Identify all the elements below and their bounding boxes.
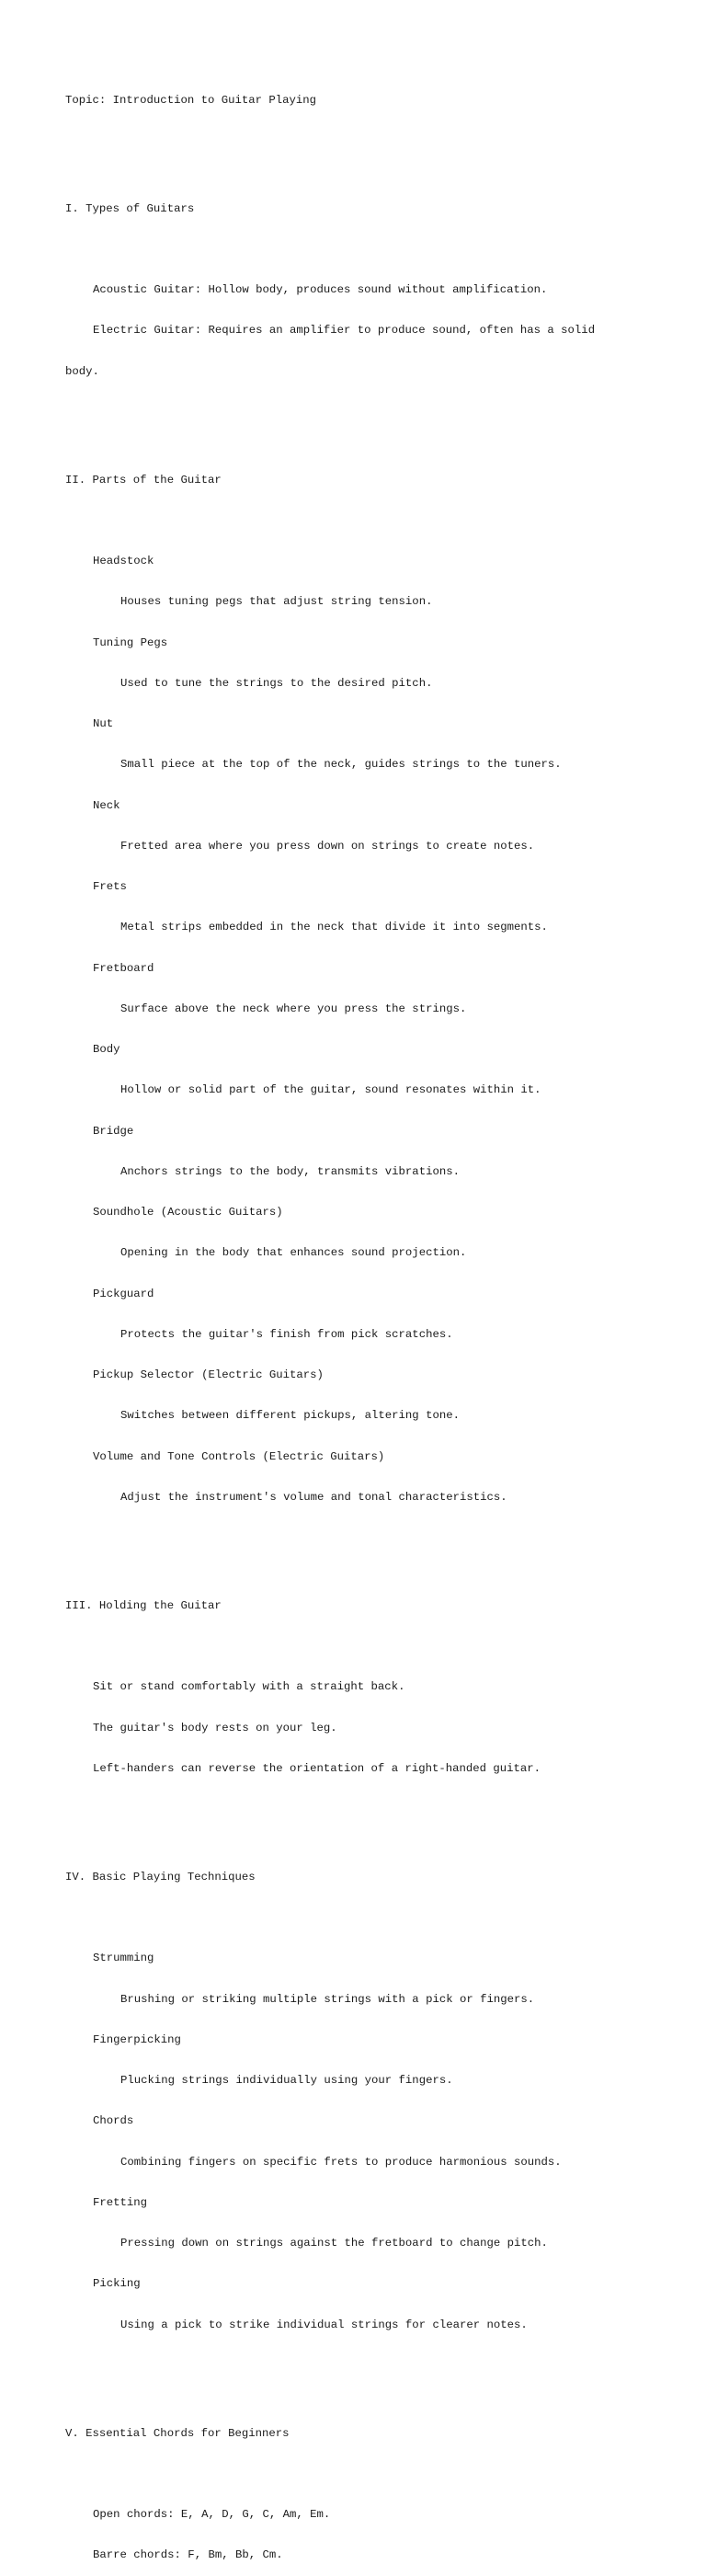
- technique-term: Fingerpicking: [93, 2032, 181, 2046]
- technique-description: Plucking strings individually using your fingers.: [120, 2074, 453, 2087]
- part-description: Houses tuning pegs that adjust string tension.: [120, 595, 433, 609]
- part-description: Adjust the instrument's volume and tonal characteristics.: [120, 1490, 507, 1504]
- section-heading-types: I. Types of Guitars: [65, 201, 195, 215]
- part-term: Volume and Tone Controls (Electric Guitars): [93, 1449, 385, 1463]
- part-description: Anchors strings to the body, transmits vibrations.: [120, 1164, 460, 1178]
- technique-term: Fretting: [93, 2195, 148, 2209]
- part-term: Neck: [93, 798, 120, 812]
- spacer: [65, 243, 617, 257]
- technique-description: Using a pick to strike individual strings for clearer notes.: [120, 2318, 528, 2331]
- list-item: Open chords: E, A, D, G, C, Am, Em.: [93, 2508, 331, 2521]
- part-term: Pickguard: [93, 1287, 154, 1300]
- part-description: Metal strips embedded in the neck that divide it into segments.: [120, 921, 548, 934]
- part-term: Tuning Pegs: [93, 635, 168, 649]
- technique-term: Picking: [93, 2277, 141, 2291]
- list-item-continuation: body.: [65, 364, 99, 378]
- list-item: Sit or stand comfortably with a straight back.: [93, 1680, 405, 1694]
- part-term: Body: [93, 1043, 120, 1056]
- part-term: Frets: [93, 880, 127, 893]
- section-heading-chords: V. Essential Chords for Beginners: [65, 2426, 290, 2440]
- section-heading-techniques: IV. Basic Playing Techniques: [65, 1870, 256, 1883]
- part-term: Fretboard: [93, 961, 154, 975]
- technique-term: Strumming: [93, 1952, 154, 1965]
- list-item: Acoustic Guitar: Hollow body, produces sound without amplification.: [93, 283, 548, 296]
- spacer: [65, 134, 617, 148]
- part-description: Hollow or solid part of the guitar, sound resonates within it.: [120, 1083, 541, 1097]
- part-term: Bridge: [93, 1124, 134, 1138]
- part-term: Pickup Selector (Electric Guitars): [93, 1368, 324, 1381]
- spacer: [65, 1803, 617, 1816]
- technique-description: Brushing or striking multiple strings with a pick or fingers.: [120, 1992, 535, 2006]
- spacer: [65, 2359, 617, 2373]
- list-item: Electric Guitar: Requires an amplifier to produce sound, often has a solid: [93, 324, 596, 338]
- spacer: [65, 1531, 617, 1545]
- part-description: Protects the guitar's finish from pick scratches.: [120, 1327, 453, 1341]
- technique-description: Pressing down on strings against the fretboard to change pitch.: [120, 2237, 548, 2250]
- spacer: [65, 1911, 617, 1925]
- document-page: [65, 66, 617, 2576]
- technique-description: Combining fingers on specific frets to produce harmonious sounds.: [120, 2155, 562, 2169]
- part-term: Soundhole (Acoustic Guitars): [93, 1206, 283, 1219]
- spacer: [65, 406, 617, 419]
- spacer: [65, 514, 617, 528]
- list-item: The guitar's body rests on your leg.: [93, 1721, 337, 1735]
- topic-title: Topic: Introduction to Guitar Playing: [65, 93, 317, 107]
- list-item: Left-handers can reverse the orientation of a right-handed guitar.: [93, 1761, 541, 1775]
- spacer: [65, 1640, 617, 1654]
- part-term: Nut: [93, 717, 114, 730]
- part-description: Used to tune the strings to the desired pitch.: [120, 676, 433, 690]
- part-description: Opening in the body that enhances sound projection.: [120, 1246, 467, 1260]
- part-term: Headstock: [93, 555, 154, 567]
- part-description: Fretted area where you press down on strings to create notes.: [120, 839, 535, 853]
- part-description: Switches between different pickups, altering tone.: [120, 1409, 460, 1423]
- part-description: Small piece at the top of the neck, guides strings to the tuners.: [120, 758, 562, 772]
- list-item: Barre chords: F, Bm, Bb, Cm.: [93, 2548, 283, 2562]
- section-heading-parts: II. Parts of the Guitar: [65, 473, 222, 487]
- section-heading-holding: III. Holding the Guitar: [65, 1598, 222, 1612]
- part-description: Surface above the neck where you press the strings.: [120, 1002, 467, 1015]
- spacer: [65, 2467, 617, 2481]
- technique-term: Chords: [93, 2114, 134, 2128]
